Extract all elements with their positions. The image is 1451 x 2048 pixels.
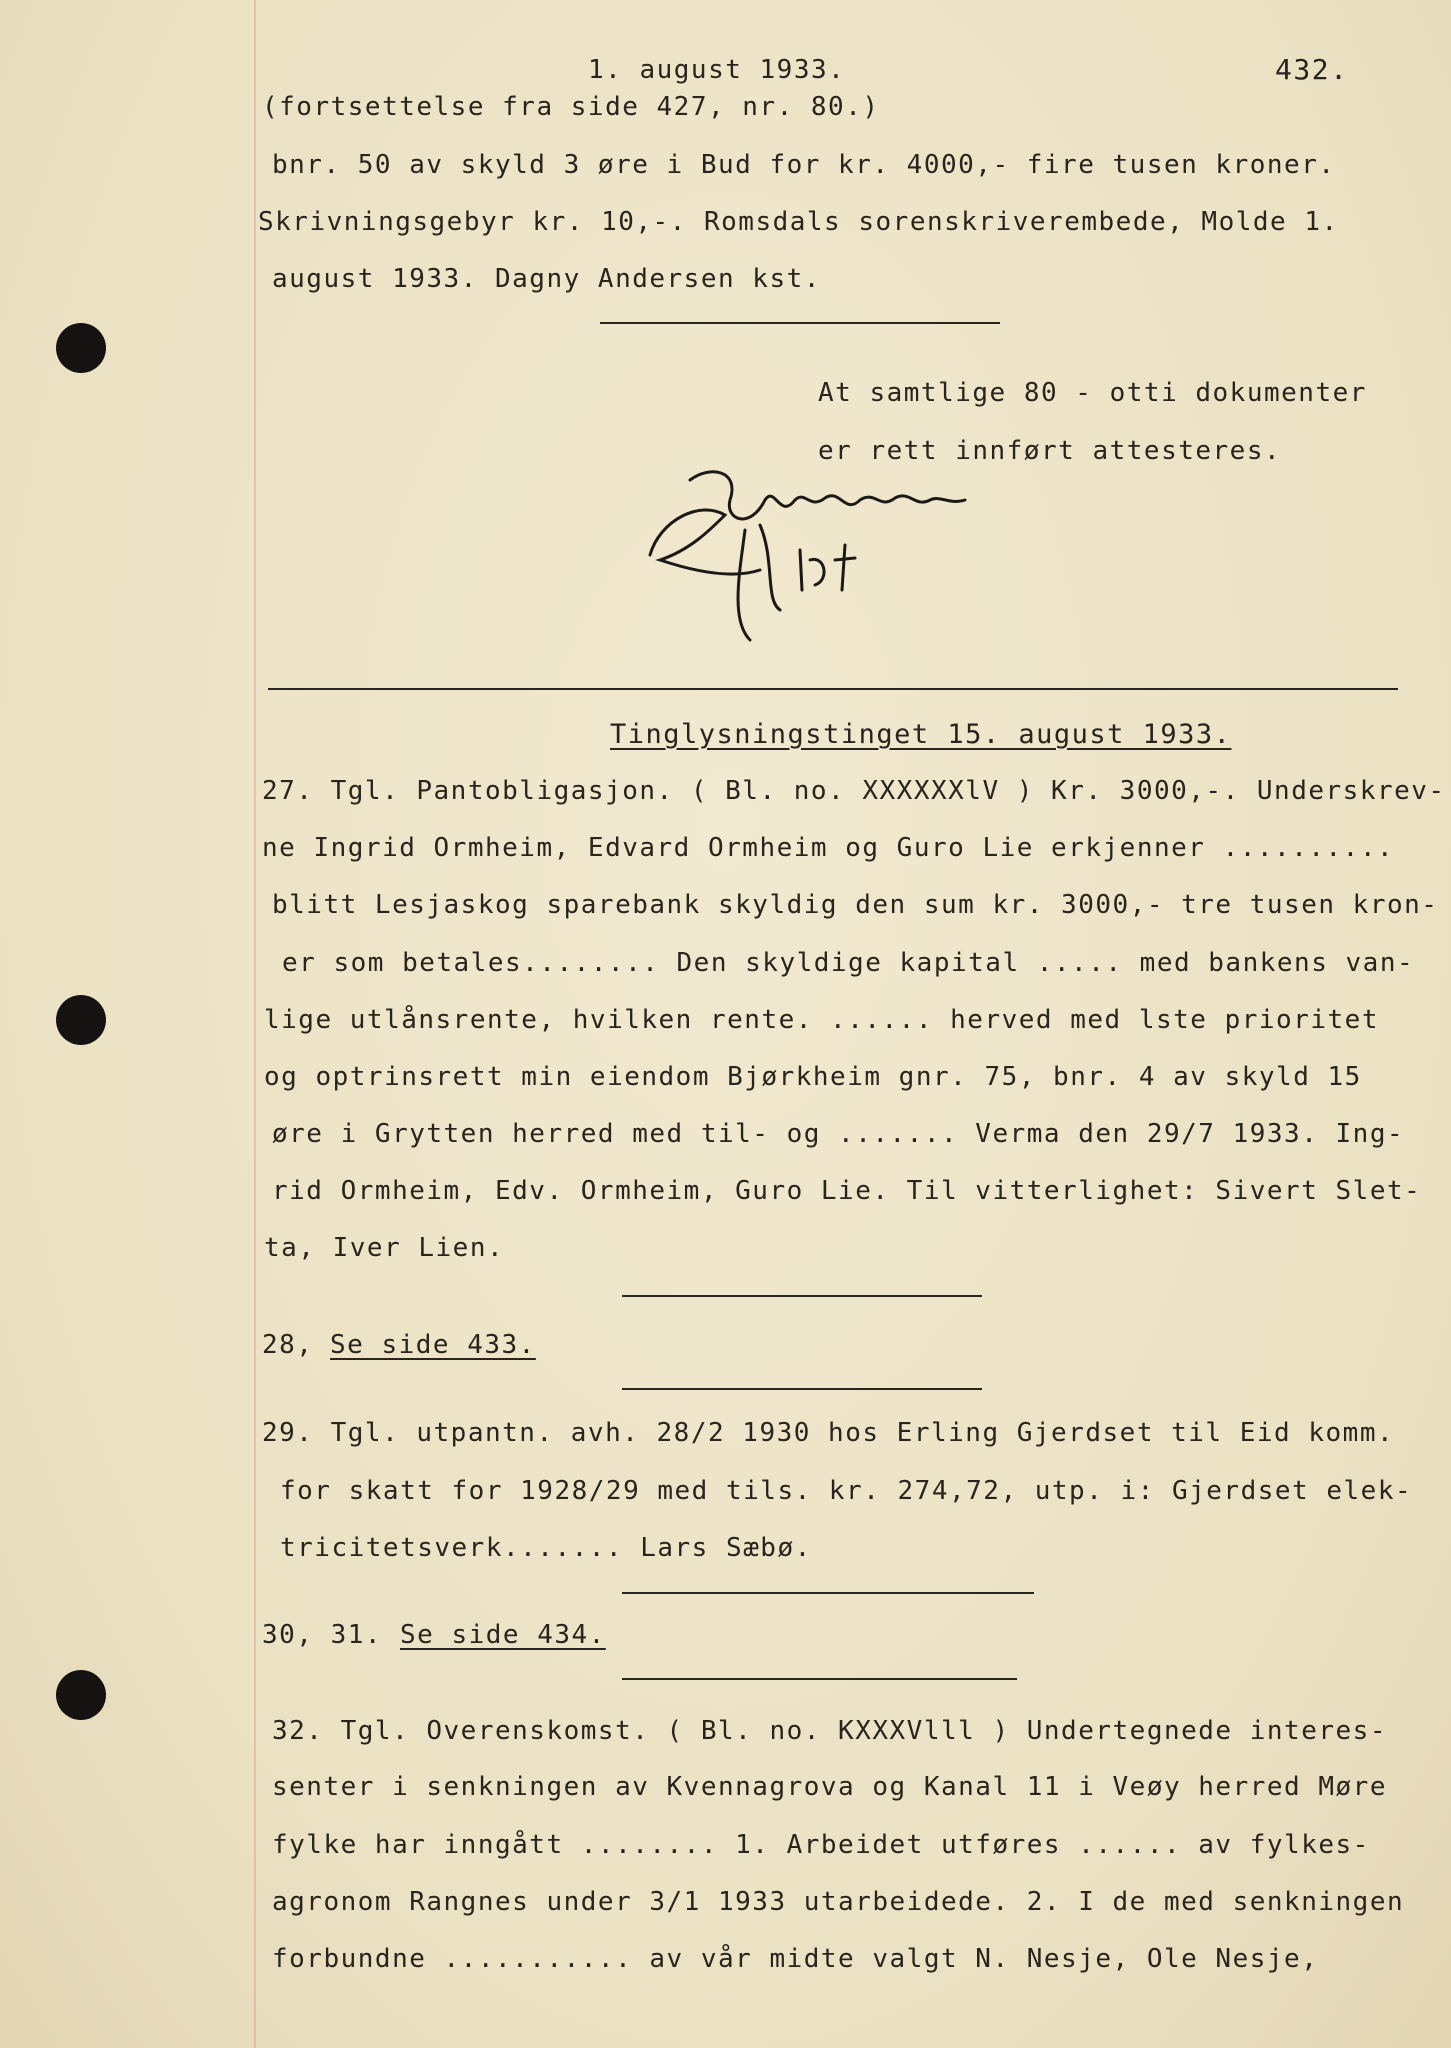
- intro-line: Skrivningsgebyr kr. 10,-. Romsdals sorenskriverembede, Molde 1.: [258, 207, 1339, 237]
- continuation-note: (fortsettelse fra side 427, nr. 80.): [262, 92, 880, 122]
- divider: [622, 1295, 982, 1297]
- entry-27-line: 27. Tgl. Pantobligasjon. ( Bl. no. XXXXXXlV ) Kr. 3000,-. Underskrev-: [262, 776, 1446, 806]
- entry-27-line: rid Ormheim, Edv. Ormheim, Guro Lie. Til vitterlighet: Sivert Slet-: [272, 1176, 1422, 1206]
- attest-line: er rett innført attesteres.: [818, 436, 1282, 466]
- punch-hole: [56, 1670, 106, 1720]
- entry-27-line: ta, Iver Lien.: [264, 1233, 505, 1263]
- entry-30-reference: Se side 434.: [400, 1620, 606, 1650]
- entry-32-line: forbundne ........... av vår midte valgt N. Nesje, Ole Nesje,: [272, 1944, 1319, 1974]
- entry-27-line: lige utlånsrente, hvilken rente. ...... herved med lste prioritet: [264, 1005, 1379, 1035]
- divider: [622, 1592, 1034, 1594]
- entry-27-line: ne Ingrid Ormheim, Edvard Ormheim og Guro Lie erkjenner ..........: [262, 833, 1395, 863]
- entry-29-line: for skatt for 1928/29 med tils. kr. 274,72, utp. i: Gjerdset elek-: [280, 1476, 1413, 1506]
- entry-28-reference: Se side 433.: [330, 1330, 536, 1360]
- entry-32-line: senter i senkningen av Kvennagrova og Kanal 11 i Veøy herred Møre: [272, 1772, 1387, 1802]
- session-title: Tinglysningstinget 15. august 1933.: [610, 719, 1232, 750]
- punch-hole: [56, 323, 106, 373]
- handwritten-signature: [630, 460, 1050, 660]
- page-number: 432.: [1275, 53, 1349, 86]
- entry-27-line: og optrinsrett min eiendom Bjørkheim gnr. 75, bnr. 4 av skyld 15: [264, 1062, 1362, 1092]
- attest-line: At samtlige 80 - otti dokumenter: [818, 378, 1367, 408]
- entry-27-line: øre i Grytten herred med til- og ....... Verma den 29/7 1933. Ing-: [272, 1119, 1405, 1149]
- entry-27-line: blitt Lesjaskog sparebank skyldig den sum kr. 3000,- tre tusen kron-: [272, 890, 1439, 920]
- punch-hole: [56, 995, 106, 1045]
- margin-line: [254, 0, 256, 2048]
- entry-28-number: 28,: [262, 1330, 314, 1360]
- entry-27-line: er som betales........ Den skyldige kapital ..... med bankens van-: [282, 948, 1415, 978]
- header-date: 1. august 1933.: [588, 55, 846, 85]
- section-divider: [268, 688, 1398, 690]
- intro-line: bnr. 50 av skyld 3 øre i Bud for kr. 4000,- fire tusen kroner.: [272, 150, 1336, 180]
- divider: [622, 1678, 1017, 1680]
- entry-32-line: fylke har inngått ........ 1. Arbeidet utføres ...... av fylkes-: [272, 1830, 1370, 1860]
- entry-32-line: 32. Tgl. Overenskomst. ( Bl. no. KXXXVlll ) Undertegnede interes-: [272, 1716, 1387, 1746]
- entry-30-number: 30, 31.: [262, 1620, 383, 1650]
- entry-29-line: tricitetsverk....... Lars Sæbø.: [280, 1533, 812, 1563]
- entry-32-line: agronom Rangnes under 3/1 1933 utarbeidede. 2. I de med senkningen: [272, 1887, 1405, 1917]
- intro-line: august 1933. Dagny Andersen kst.: [272, 264, 821, 294]
- entry-29-line: 29. Tgl. utpantn. avh. 28/2 1930 hos Erling Gjerdset til Eid komm.: [262, 1418, 1395, 1448]
- divider: [622, 1388, 982, 1390]
- divider: [600, 322, 1000, 324]
